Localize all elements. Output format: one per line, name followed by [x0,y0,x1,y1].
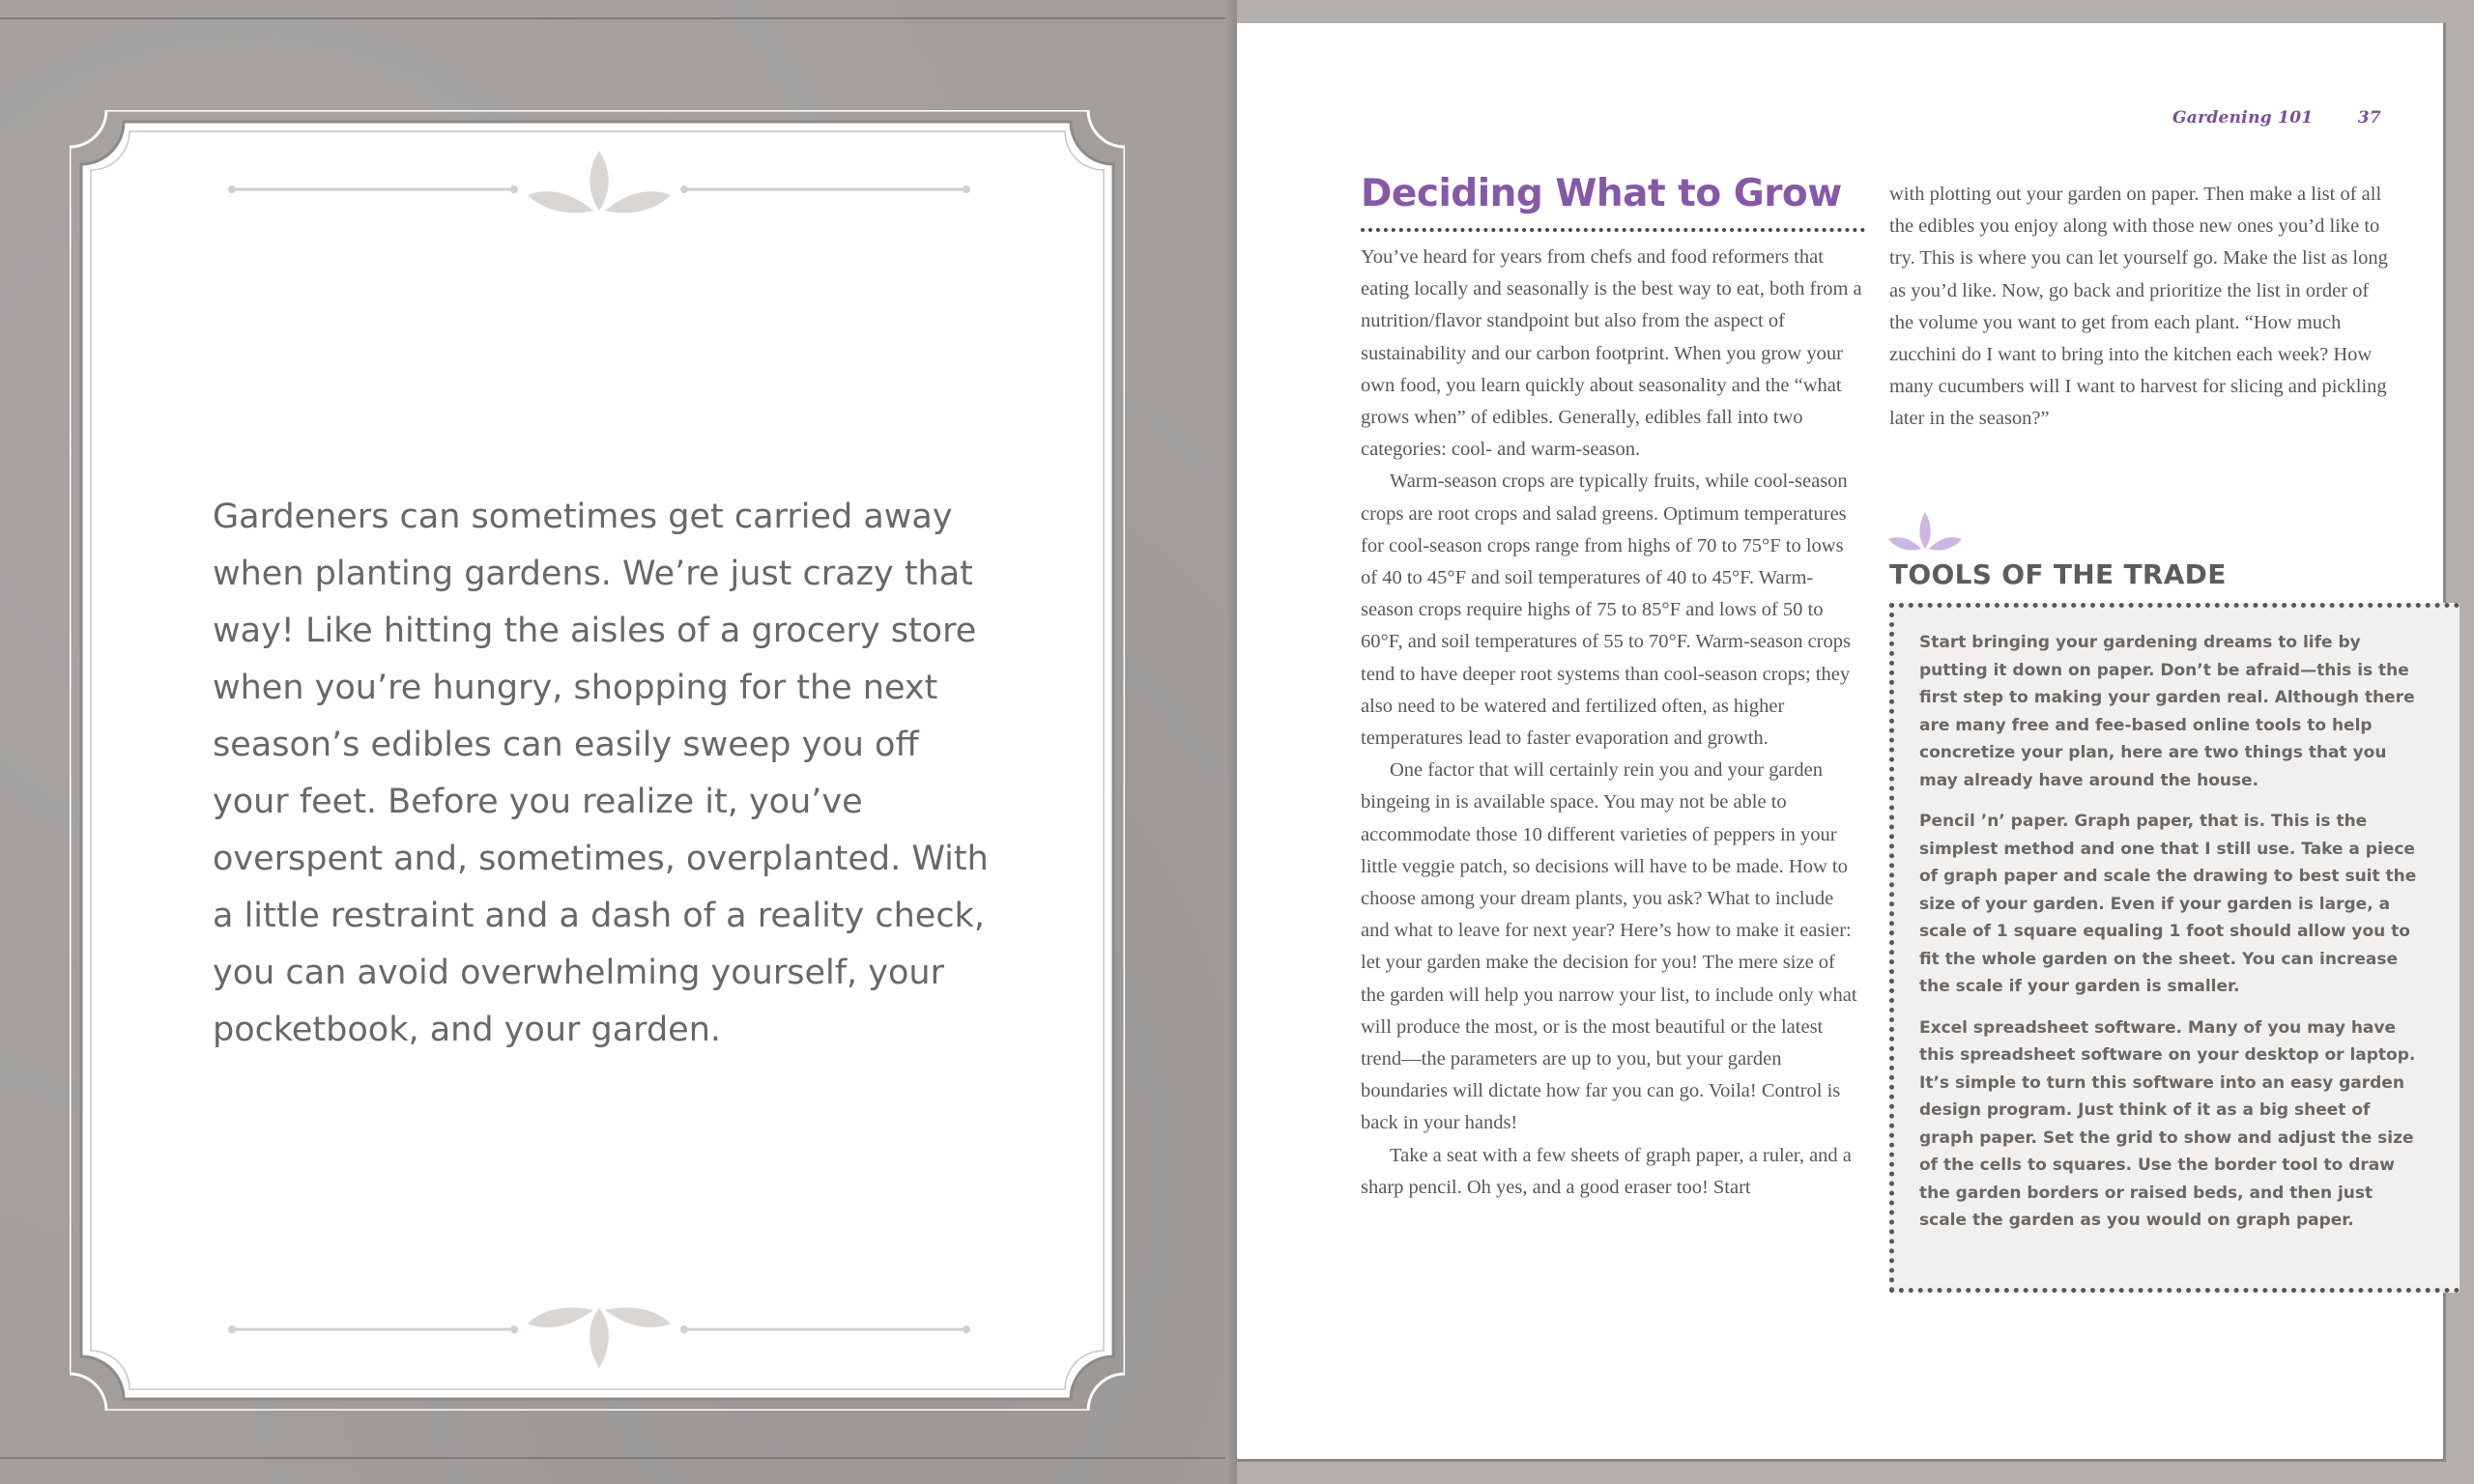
running-head-title: Gardening 101 [2172,108,2314,128]
body-column-2 [1889,179,2397,436]
pull-quote: Gardeners can sometimes get carried away when planting gardens. We’re just crazy that way! Like hitting the aisles of a grocery store when you’re hungry, shopping for the next season’s edibles can easily sweep you off your feet. Before you realize it, you’ve overspent and, sometimes, overplanted. With a little restraint and a dash of a reality check, you can avoid overwhelming yourself, your pocketbook, and your garden. [213,498,989,1049]
page-sheet [1237,23,2446,1462]
right-page [1237,0,2474,1484]
section-heading: Deciding What to Grow [1361,172,1842,215]
sidebar-heading: TOOLS OF THE TRADE [1889,558,2227,590]
body-paragraph: with plotting out your garden on paper. Then make a list of all the edibles you enjoy along with those new ones you’d like to try. This is where you can let yourself go. Make the list as long as you’d like. Now, go back and prioritize the list in order of the volume you want to get from each plant. “How much zucchini do I want to bring into the kitchen each week? How many cucumbers will I want to harvest for slicing and pickling later in the season?” [1889,184,2388,430]
sidebar-box [1889,603,2460,1293]
sidebar-paragraph: Pencil ’n’ paper. Graph paper, that is. This is the simplest method and one that I still use. Take a piece of graph paper and scale the drawing to best suit the size of your garden. Even if your garden is large, a scale of 1 square equaling 1 foot should allow you to fit the whole garden on the sheet. You can increase the scale if your garden is smaller. [1919,812,2417,996]
page-edge-bottom [0,1457,1237,1459]
sidebar-paragraph: Excel spreadsheet software. Many of you may have this spreadsheet software on your desktop or laptop. It’s simple to turn this software into an easy garden design program. Just think of it as a big sheet of graph paper. Set the grid to show and adjust the size of the cells to squares. Use the border tool to draw the garden borders or raised beds, and then just scale the garden as you would on graph paper. [1919,1017,2416,1230]
body-column-1 [1361,242,1863,1204]
page-edge-top [0,17,1237,19]
body-paragraph: Warm-season crops are typically fruits, while cool-season crops are root crops and salad greens. Optimum temperatures for cool-season crops range from highs of 70 to 75°F to lows of 40 to 45°F and soil temperatures of 40 to 45°F. Warm-season crops require highs of 75 to 85°F and lows of 50 to 60°F, and soil temperatures of 55 to 70°F. Warm-season crops tend to have deeper root systems than cool-season crops; they also need to be watered and fertilized often, as higher temperatures lead to faster evaporation and growth. [1361,471,1851,750]
bottom-ornament [213,1298,986,1376]
sidebar-paragraph: Start bringing your gardening dreams to life by putting it down on paper. Don’t be afraid—this is the first step to making your garden real. Although there are many free and fee-based online tools to help concretize your plan, here are two things that you may already have around the house. [1919,633,2415,790]
top-ornament [213,143,986,220]
body-paragraph: Take a seat with a few sheets of graph paper, a ruler, and a sharp pencil. Oh yes, and a good eraser too! Start [1361,1144,1852,1198]
heading-dotted-rule [1361,228,1865,232]
body-paragraph: One factor that will certainly rein you and your garden bingeing in is available space. You may not be able to accommodate those 10 different varieties of peppers in your little veggie patch, so decisions will have to be made. How to choose among your dream plants, you ask? What to include and what to leave for next year? Here’s how to make it easier: let your garden make the decision for you! The mere size of the garden will help you narrow your list, to include only what will produce the most, or is the most beautiful or the latest trend—the parameters are up to you, but your garden boundaries will dictate how far you can go. Voila! Control is back in your hands! [1361,759,1857,1134]
page-number: 37 [2357,108,2381,128]
body-paragraph: You’ve heard for years from chefs and food reformers that eating locally and seasonally is the best way to eat, both from a nutrition/flavor standpoint but also from the aspect of sustainability and our carbon footprint. When you grow your own food, you learn quickly about seasonality and the “what grows when” of edibles. Generally, edibles fall into two categories: cool- and warm-season. [1361,246,1862,461]
book-gutter [1225,0,1237,1484]
running-head [2172,108,2381,128]
leaf-ornament-icon [1886,510,1964,553]
